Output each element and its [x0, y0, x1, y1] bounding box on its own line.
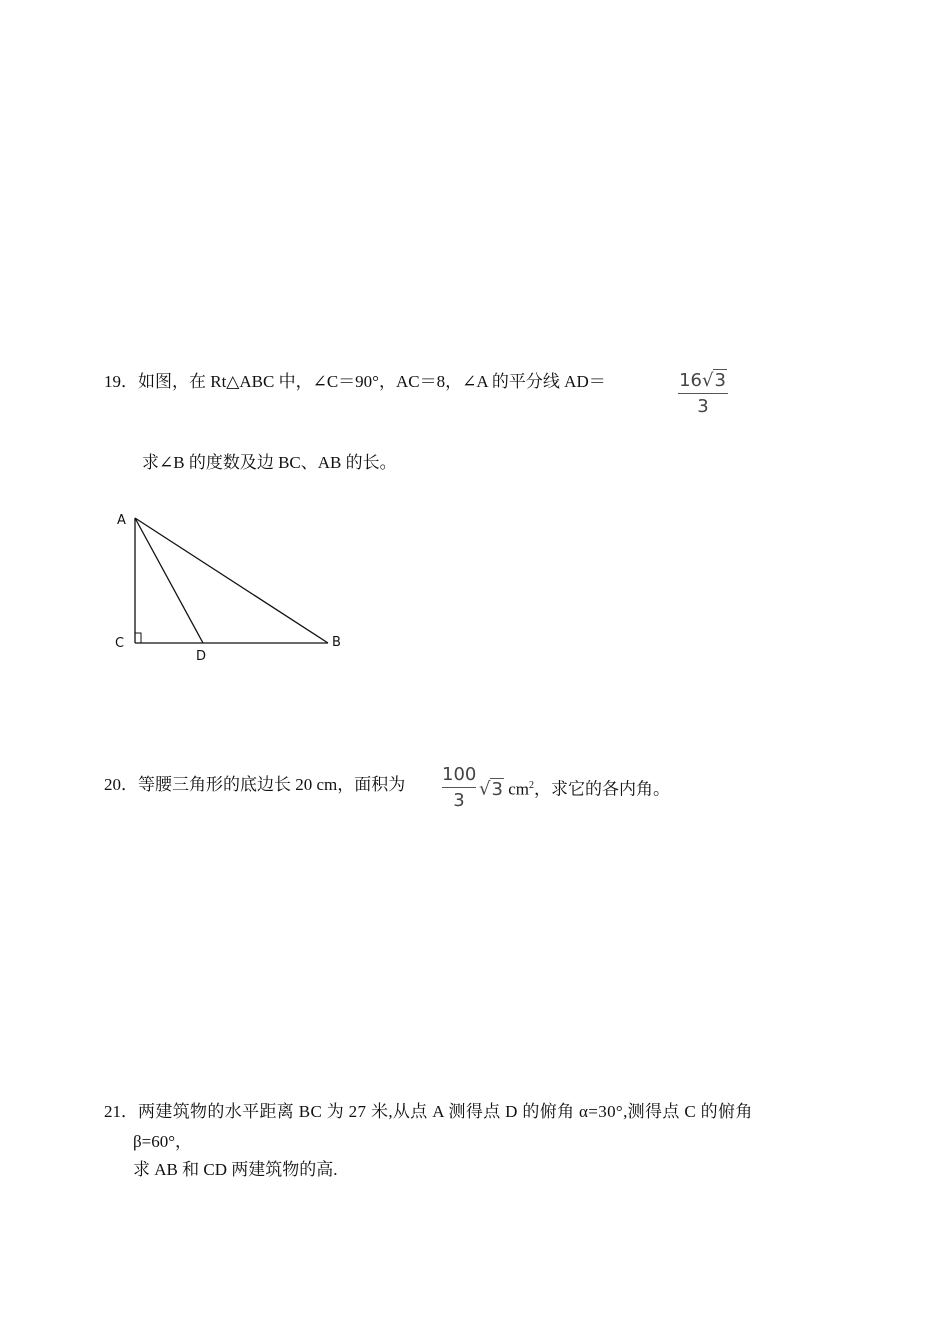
q19-sqrt: √3	[701, 370, 726, 391]
q20-line1	[104, 774, 405, 796]
q20-fraction-bar	[442, 787, 476, 788]
q19-line1	[104, 371, 606, 393]
q19-number: 19．	[104, 372, 138, 391]
q20-unit-sup: 2	[528, 780, 534, 791]
q21-number: 21．	[104, 1102, 138, 1121]
q20-frac-num: 100	[442, 764, 477, 785]
side-ab	[135, 518, 328, 643]
q20-tail: ，求它的各内角。	[533, 779, 670, 799]
q20-sqrt-radicand: 3	[491, 778, 503, 800]
q20-number: 20．	[104, 775, 138, 794]
q19-fraction	[678, 370, 728, 417]
right-angle-mark	[135, 633, 141, 643]
q19-line2: 求∠B 的度数及边 BC、AB 的长。	[142, 453, 397, 472]
q20-sqrt: √3	[479, 778, 503, 800]
q21-line1	[104, 1101, 753, 1123]
label-a: A	[117, 513, 126, 528]
q19-text: 如图，在 Rt△ABC 中，∠C＝90°，AC＝8，∠A 的平分线 AD＝	[138, 372, 606, 391]
label-d: D	[196, 649, 207, 664]
label-c: C	[115, 636, 125, 651]
q21-line2: β=60°，	[133, 1132, 193, 1151]
q20-fraction	[442, 764, 476, 811]
segment-ad	[135, 518, 203, 643]
q19-triangle-figure	[100, 500, 360, 670]
q19-fraction-bar	[678, 393, 728, 394]
q19-fraction-numerator	[678, 370, 728, 391]
q21-text: 两建筑物的水平距离 BC 为 27 米,从点 A 测得点 D 的俯角 α=30°,测得点 C 的俯角	[138, 1102, 753, 1121]
q20-text: 等腰三角形的底边长 20 cm，面积为	[138, 775, 406, 794]
label-b: B	[332, 635, 341, 650]
q20-unit: cm	[508, 779, 529, 799]
q19-frac-den: 3	[697, 396, 709, 417]
q19-frac-sqrt: 3	[714, 370, 726, 391]
q20-sqrt-and-tail	[479, 775, 670, 801]
q21-line3: 求 AB 和 CD 两建筑物的高.	[133, 1160, 338, 1179]
q20-frac-den: 3	[453, 790, 465, 811]
q19-frac-num: 16	[679, 370, 702, 391]
